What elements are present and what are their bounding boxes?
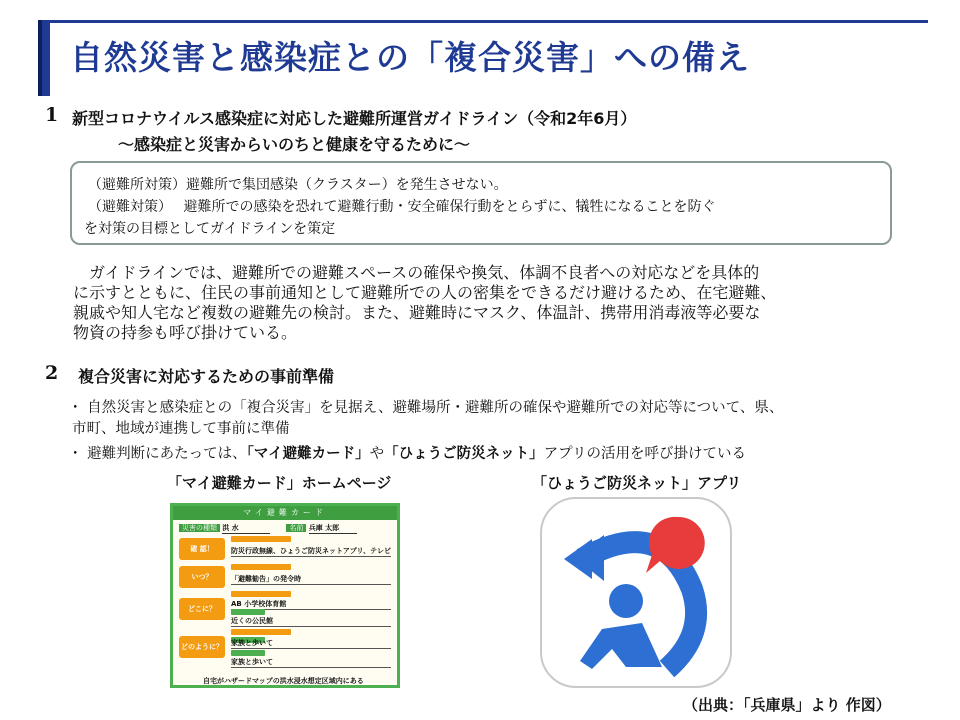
card-header: マイ避難カード: [173, 506, 397, 520]
hyogo-bousai-net-app-icon[interactable]: [540, 497, 732, 688]
card-hint-bar: [231, 650, 265, 656]
source-note: （出典：「兵庫県」より 作図）: [683, 696, 891, 714]
card-disaster-tag: 災害の種類: [179, 524, 220, 532]
section2-heading: 複合災害に対応するための事前準備: [78, 367, 335, 386]
card-footer: 自宅がハザードマップの洪水浸水想定区域内にある: [203, 677, 364, 685]
section1-heading: 新型コロナウイルス感染症に対応した避難所運営ガイドライン（令和2年6月）: [72, 109, 637, 128]
bullet-1-line-2: 市町、地域が連携して事前に準備: [72, 421, 290, 437]
card-disaster-value: 洪 水: [222, 523, 270, 534]
hyogo-bousai-net-term: 「ひょうご防災ネット」: [384, 446, 544, 462]
card-label-when: いつ？: [179, 566, 225, 588]
goal-evacuation: （避難対策） 避難所での感染を恐れて避難行動・安全確保行動をとらずに、犠牲になることを防ぐ: [88, 199, 716, 215]
app-caption: 「ひょうご防災ネット」アプリ: [532, 474, 742, 492]
evacuation-card-image[interactable]: [170, 503, 400, 688]
title-accent-bar-dark: [38, 20, 42, 96]
section1-number: 1: [45, 104, 59, 126]
paragraph-line: に示すとともに、住民の事前通知として避難所での人の密集をできるだけ避けるため、在宅避難、: [73, 283, 777, 302]
card-where-1: AB 小学校体育館: [231, 599, 391, 610]
bullet-2-prefix: ・ 避難判断にあたっては、: [68, 446, 247, 462]
card-hint-bar: [231, 609, 265, 615]
card-hint-bar: [231, 591, 291, 597]
paragraph-line: ガイドラインでは、避難所での避難スペースの確保や換気、体調不良者への対応などを具体的: [73, 263, 760, 282]
card-disaster-row: [179, 523, 357, 534]
goal-summary: を対策の目標としてガイドラインを策定: [84, 221, 336, 237]
card-caption: 「マイ避難カード」ホームページ: [167, 474, 392, 492]
card-hint-bar: [231, 629, 291, 635]
app-logo-icon: [542, 499, 730, 686]
card-label-how: どのように？: [179, 636, 225, 658]
bullet-1-line-1: ・ 自然災害と感染症との「複合災害」を見据え、避難場所・避難所の確保や避難所での対応等について、県、: [68, 400, 784, 416]
card-info-source: 防災行政無線、ひょうご防災ネットアプリ、テレビ: [231, 547, 392, 555]
card-hint-bar: [231, 564, 291, 570]
card-how-2: 家族と歩いて: [231, 657, 391, 668]
bullet-2-suffix: アプリの活用を呼び掛けている: [543, 446, 746, 462]
card-name-value: 兵庫 太郎: [309, 523, 357, 534]
card-label-where: どこに？: [179, 598, 225, 620]
card-how-1: 家族と歩いて: [231, 638, 391, 649]
title-top-rule: [38, 20, 928, 23]
guideline-paragraph: [73, 263, 903, 343]
paragraph-line: 物資の持参も呼び掛けている。: [73, 323, 298, 342]
card-where-2: 近くの公民館: [231, 616, 391, 627]
card-hint-bar: [231, 536, 291, 542]
page-title: 自然災害と感染症との「複合災害」への備え: [70, 38, 750, 77]
section2-number: 2: [45, 362, 59, 384]
bullet-2: [68, 444, 746, 465]
my-evacuation-card-term: 「マイ避難カード」: [246, 446, 370, 462]
card-name-tag: 名前: [286, 524, 306, 532]
bullet-2-mid: や: [369, 446, 385, 462]
card-label-confirm: 確 認！: [179, 538, 225, 560]
card-when-value: 「避難勧告」の発令時: [231, 574, 391, 585]
section1-subheading: ～感染症と災害からいのちと健康を守るために～: [118, 135, 471, 154]
goal-shelter: （避難所対策）避難所で集団感染（クラスター）を発生させない。: [88, 177, 508, 193]
paragraph-line: 親戚や知人宅など複数の避難先の検討。また、避難時にマスク、体温計、携帯用消毒液等必要な: [73, 303, 761, 322]
